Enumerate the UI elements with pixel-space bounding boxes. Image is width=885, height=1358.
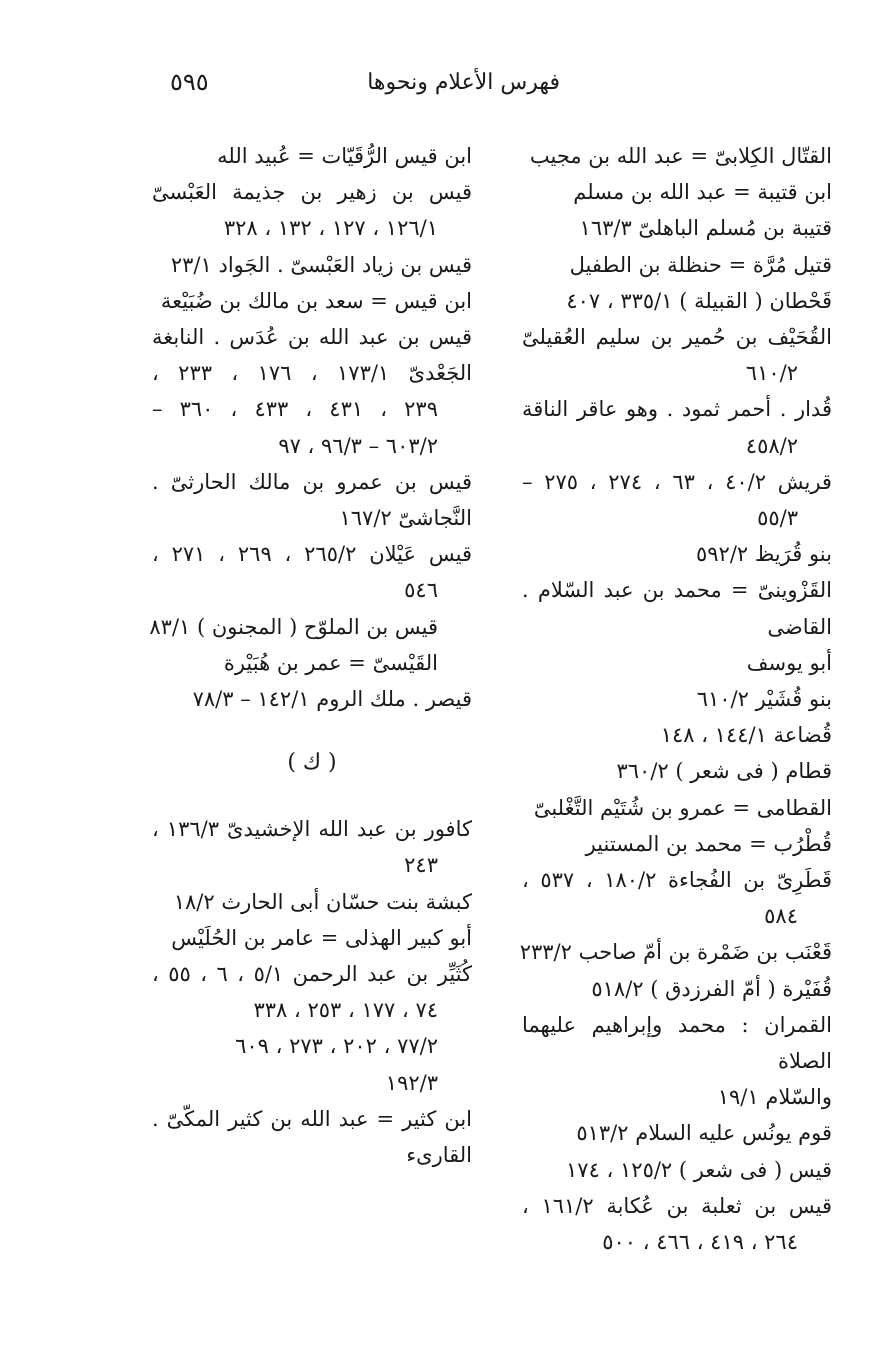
page-header bbox=[160, 68, 560, 108]
index-entry: قَطَرِىّ بن الفُجاءة ١٨٠/٢ ، ٥٣٧ ، bbox=[522, 868, 832, 893]
index-entry-continuation: ٥٨٤ bbox=[764, 904, 798, 929]
index-entry: قيس بن ثعلبة بن عُكابة ١٦١/٢ ، bbox=[522, 1193, 832, 1218]
index-entry: قوم يونُس عليه السلام ٥١٣/٢ bbox=[576, 1121, 832, 1146]
index-entry: أبو يوسف bbox=[746, 650, 832, 675]
page-number: ٥٩٥ bbox=[170, 68, 209, 96]
index-entry-continuation: ٤٥٨/٢ bbox=[745, 433, 798, 458]
index-entry: القارىء bbox=[406, 1143, 472, 1168]
index-entry-continuation: ٧٧/٢ ، ٢٠٢ ، ٢٧٣ ، ٦٠٩ bbox=[235, 1034, 438, 1059]
index-column-right bbox=[519, 138, 832, 1260]
index-entry-continuation: ٢٦٤ ، ٤١٩ ، ٤٦٦ ، ٥٠٠ bbox=[602, 1230, 798, 1255]
index-entry: قيس بن عبد الله بن عُدَس . النابغة bbox=[152, 325, 472, 350]
index-entry: والسّلام ١٩/١ bbox=[717, 1085, 832, 1110]
section-heading-kaf: ( ك ) bbox=[287, 750, 337, 776]
index-entry: ابن قتيبة = عبد الله بن مسلم bbox=[573, 180, 832, 205]
index-entry: القطامى = عمرو بن شُتَيْم التَّغْلبىّ bbox=[533, 795, 832, 820]
index-entry-continuation: ٦١٠/٢ bbox=[745, 361, 798, 386]
index-entry: ابن قيس = سعد بن مالك بن ضُبَيْعة bbox=[160, 288, 472, 313]
index-entry-continuation: القَيْسىّ = عمر بن هُبَيْرة bbox=[223, 650, 438, 675]
index-entry: قطام ( فى شعر ) ٣٦٠/٢ bbox=[616, 759, 832, 784]
index-entry: قتيل مُرَّة = حنظلة بن الطفيل bbox=[569, 252, 832, 277]
index-entries-qaf bbox=[149, 138, 472, 717]
index-entry: قريش ٤٠/٢ ، ٦٣ ، ٢٧٤ ، ٢٧٥ – bbox=[522, 469, 832, 494]
running-title: فهرس الأعلام ونحوها bbox=[367, 70, 560, 95]
index-entry: قيس بن عمرو بن مالك الحارثىّ . bbox=[152, 469, 472, 494]
index-entry: القَزْوينىّ = محمد بن عبد السّلام . القاضى bbox=[522, 578, 832, 639]
index-entry: قُفَيْرة ( أمّ الفرزدق ) ٥١٨/٢ bbox=[591, 976, 832, 1001]
index-entry: بنو قُشَيْر ٦١٠/٢ bbox=[696, 687, 832, 712]
index-entry-continuation: ١٢٦/١ ، ١٢٧ ، ١٣٢ ، ٣٢٨ bbox=[223, 216, 438, 241]
index-entry-continuation: ١٩٢/٣ bbox=[385, 1070, 438, 1095]
index-entry: قيس بن زياد العَبْسىّ . الجَواد ٢٣/١ bbox=[170, 252, 472, 277]
index-entry-continuation: ٧٤ ، ١٧٧ ، ٢٥٣ ، ٣٣٨ bbox=[253, 998, 438, 1023]
index-entry: قيس ( فى شعر ) ١٢٥/٢ ، ١٧٤ bbox=[566, 1157, 832, 1182]
index-entry: القمران : محمد وإبراهيم عليهما الصلاة bbox=[522, 1012, 832, 1074]
index-entry-continuation: ٦٠٣/٢ – ٩٦/٣ ، ٩٧ bbox=[278, 433, 438, 458]
index-entry: القتّال الكِلابىّ = عبد الله بن مجيب bbox=[529, 144, 832, 168]
index-column-left bbox=[149, 138, 472, 1173]
index-entry: قيس بن زهير بن جذيمة العَبْسىّ bbox=[152, 180, 472, 205]
index-entry: قيس عَيْلان ٢٦٥/٢ ، ٢٦٩ ، ٢٧١ ، bbox=[152, 542, 472, 567]
index-entry: قيصر . ملك الروم ١٤٢/١ – ٧٨/٣ bbox=[192, 687, 472, 712]
index-entry-continuation: ٢٤٣ bbox=[404, 853, 438, 878]
index-entry: قُطْرُب = محمد بن المستنير bbox=[585, 831, 832, 856]
index-entry: ابن كثير = عبد الله بن كثير المكّىّ . bbox=[152, 1106, 472, 1131]
index-entry: كافور بن عبد الله الإخشيدىّ ١٣٦/٣ ، bbox=[152, 817, 472, 842]
index-entry: قَعْنَب بن ضَمْرة بن أمّ صاحب ٢٣٣/٢ bbox=[519, 940, 832, 965]
index-entry-continuation: ٢٣٩ ، ٤٣١ ، ٤٣٣ ، ٣٦٠ – bbox=[152, 397, 438, 422]
index-entry: قُضاعة ١٤٤/١ ، ١٤٨ bbox=[660, 723, 832, 748]
index-entry-continuation: ٥٤٦ bbox=[404, 578, 438, 603]
index-entry: قُدار . أحمر ثمود . وهو عاقر الناقة bbox=[522, 397, 832, 422]
index-entry: كُثَيِّر بن عبد الرحمن ٥/١ ، ٦ ، ٥٥ ، bbox=[152, 962, 472, 987]
index-entry: الجَعْدىّ ١٧٣/١ ، ١٧٦ ، ٢٣٣ ، bbox=[152, 361, 472, 386]
index-entry-continuation: ٥٥/٣ bbox=[757, 506, 798, 531]
index-entry: النَّجاشىّ ١٦٧/٢ bbox=[339, 506, 472, 531]
index-entry: القُحَيْف بن حُمير بن سليم العُقيلىّ bbox=[522, 325, 832, 350]
index-entry-continuation: قيس بن الملوّح ( المجنون ) ٨٣/١ bbox=[149, 614, 438, 639]
index-entry: قَحْطان ( القبيلة ) ٣٣٥/١ ، ٤٠٧ bbox=[566, 288, 832, 313]
index-entry: أبو كبير الهذلى = عامر بن الحُلَيْس bbox=[171, 925, 472, 950]
index-entry: كبشة بنت حسّان أبى الحارث ١٨/٢ bbox=[173, 889, 472, 914]
index-entries-kaf bbox=[152, 811, 472, 1173]
index-entry: قتيبة بن مُسلم الباهلىّ ١٦٣/٣ bbox=[579, 216, 832, 241]
index-entry: بنو قُرَيظ ٥٩٢/٢ bbox=[696, 542, 832, 567]
index-entry: ابن قيس الرُّقَيّات = عُبيد الله bbox=[217, 144, 472, 168]
